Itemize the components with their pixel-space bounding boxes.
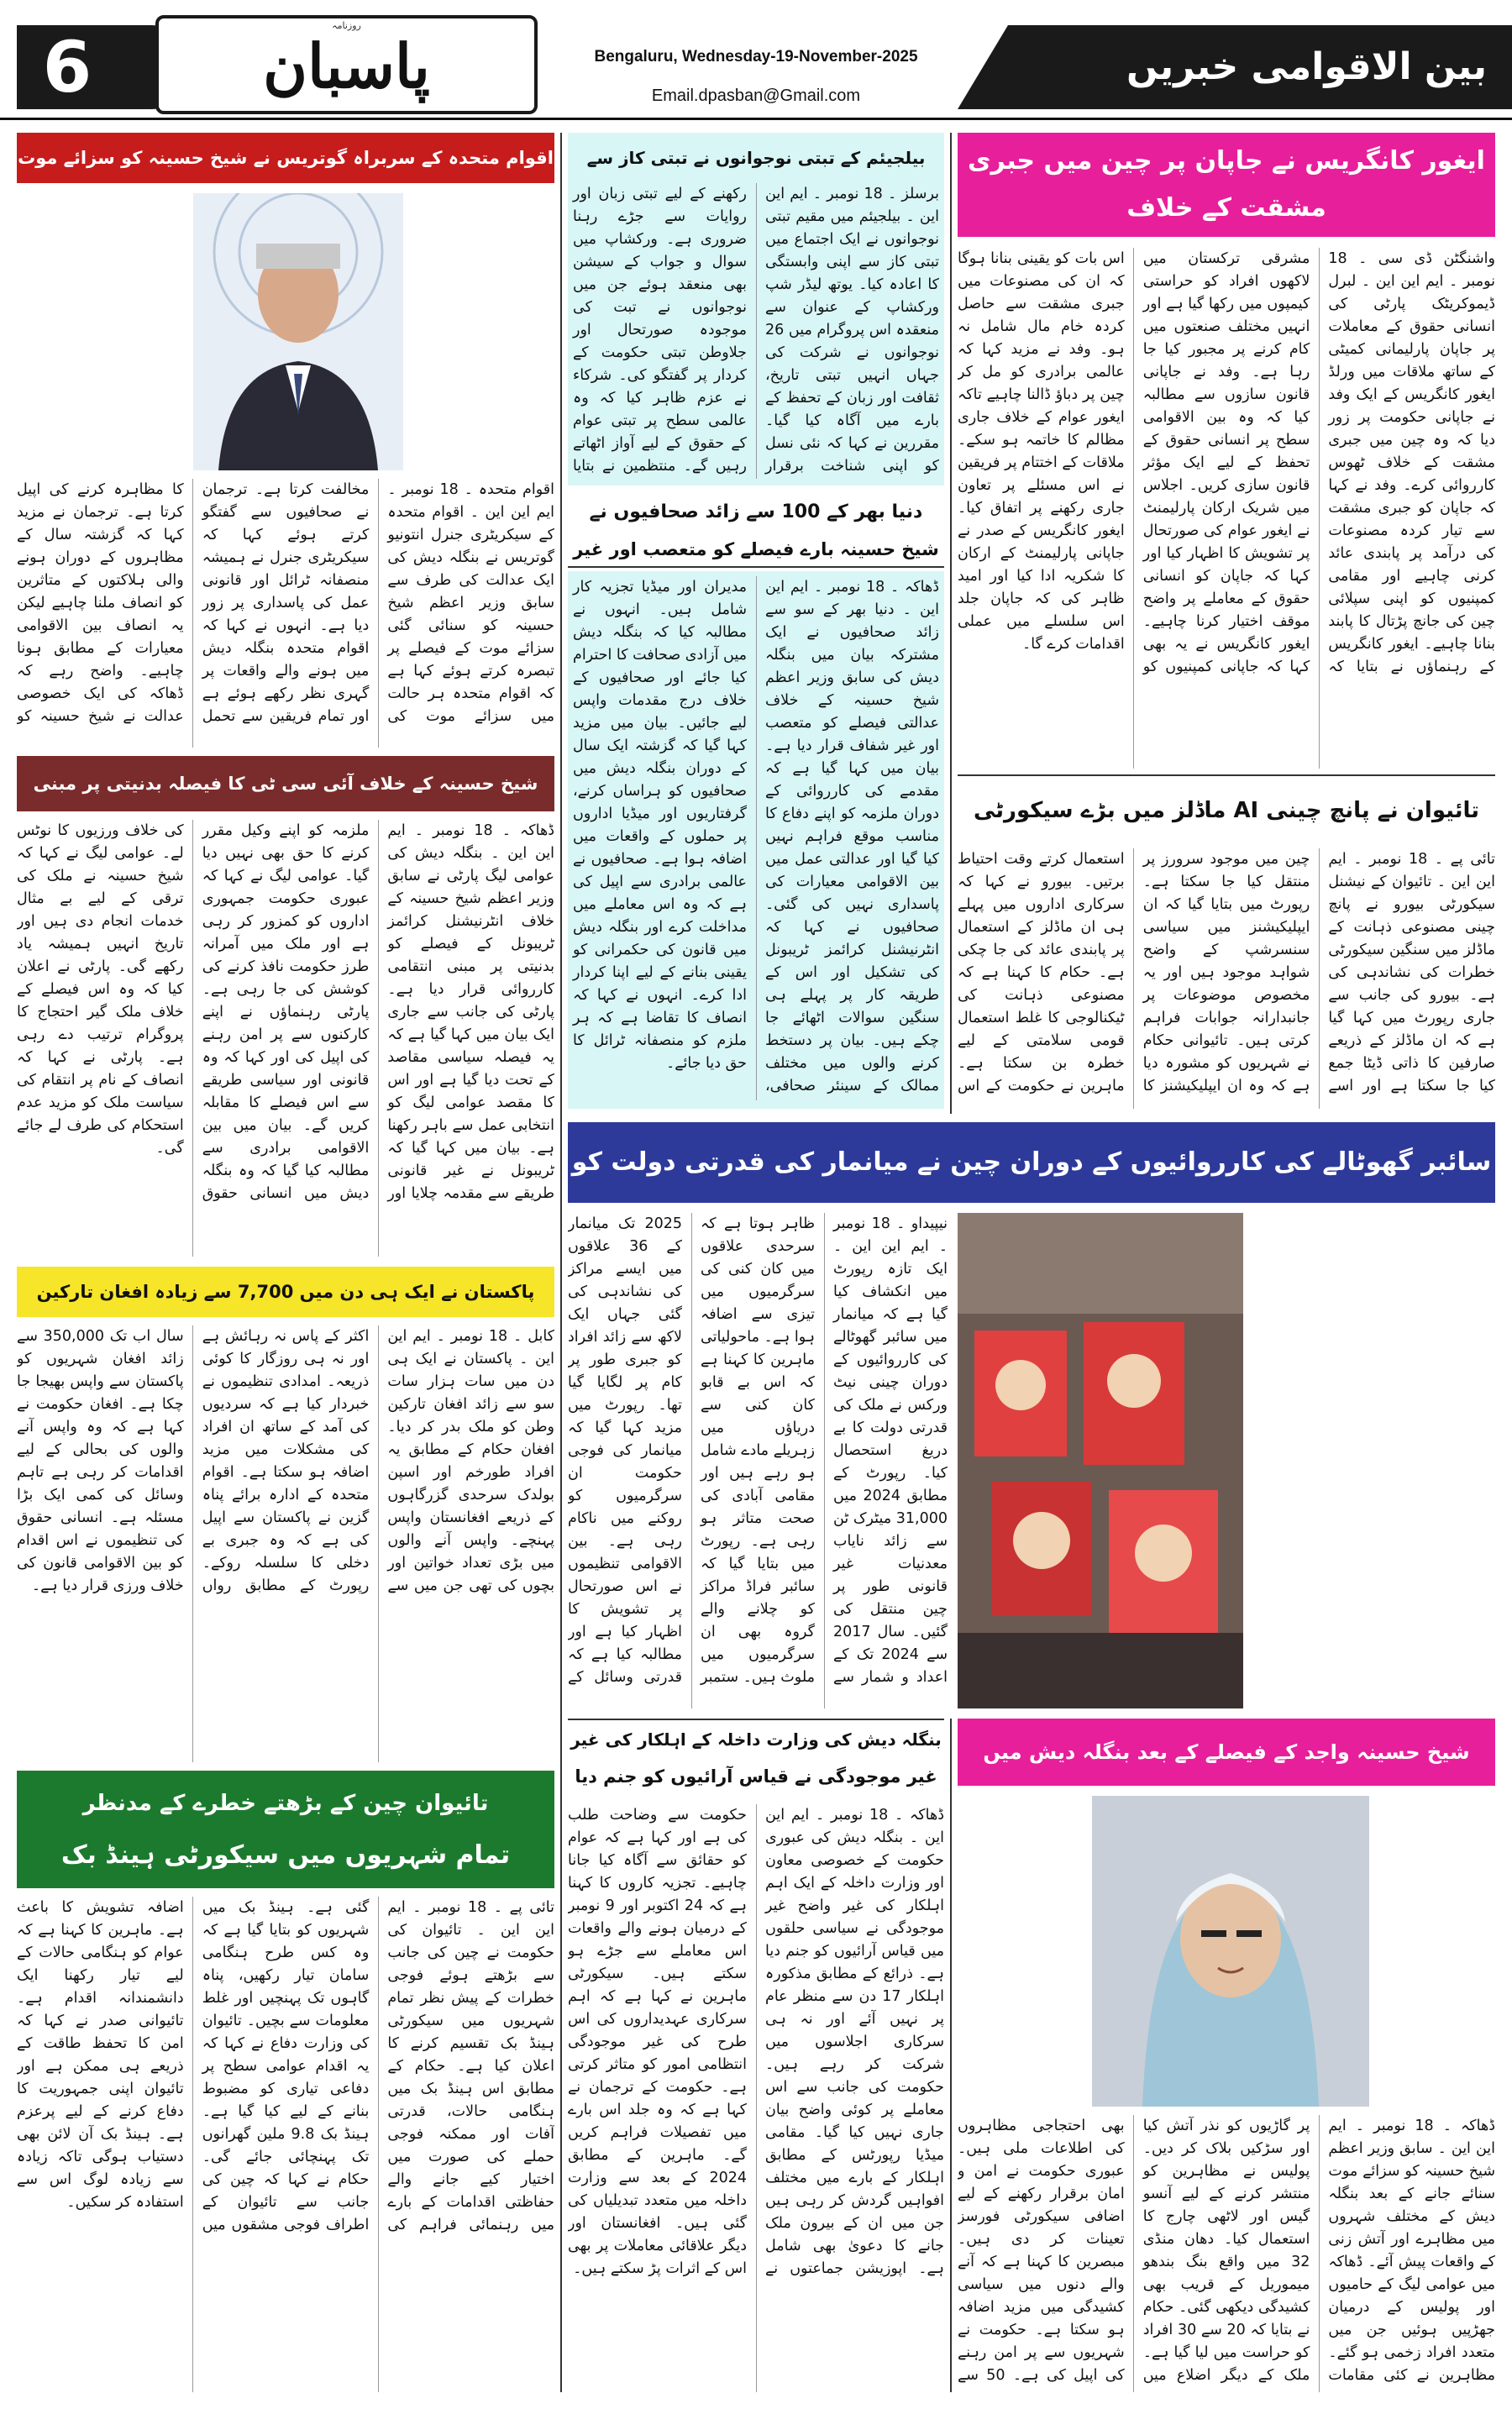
afghans-body: کابل ۔ 18 نومبر ۔ ایم این این ۔ پاکستان نے ایک ہی دن میں سات ہزار سات سو سے زائد افغان تارکین وطن کو ملک بدر کر دیا۔ افغان حکام کے مطابق یہ افراد طورخم اور اسپن بولدک سرحدی گزرگاہوں کے ذریعے افغانستان واپس پہنچے۔ واپس آنے والوں میں بڑی تعداد خواتین اور بچوں کی تھی جن میں سے اکثر کے پاس نہ رہائش ہے اور نہ ہی روزگار کا کوئی ذریعہ۔ امدادی تنظیموں نے خبردار کیا ہے کہ سردیوں کی آمد کے ساتھ ان افراد کی مشکلات میں مزید اضافہ ہو سکتا ہے۔ اقوام متحدہ کے ادارہ برائے پناہ گزین نے پاکستان سے اپیل کی ہے کہ وہ جبری بے دخلی کا سلسلہ روکے۔ رپورٹ کے مطابق رواں سال اب تک 350,000 سے زائد افغان شہریوں کو پاکستان سے واپس بھیجا جا چکا ہے۔ افغان حکومت نے کہا ہے کہ وہ واپس آنے والوں کی بحالی کے لیے اقدامات کر رہی ہے تاہم وسائل کی کمی ایک بڑا مسئلہ ہے۔ انسانی حقوق کی تنظیموں نے اس اقدام کو بین الاقوامی قانون کی خلاف ورزی قرار دیا ہے۔	[17, 1328, 554, 1594]
myanmar-headline: سائبر گھوٹالے کی کارروائیوں کے دوران چین نے میانمار کی قدرتی دولت کو	[568, 1122, 1495, 1203]
myanmar-body-right	[1253, 1213, 1495, 1708]
home-headline-line2: غیر موجودگی نے قیاس آرائیوں کو جنم دیا	[575, 1766, 937, 1787]
uighur-body: واشنگٹن ڈی سی ۔ 18 نومبر ۔ ایم این این ۔ لبرل ڈیموکریٹک پارٹی کی انسانی حقوق کے معاملات پر جاپان پارلیمانی کمیٹی کے ساتھ ملاقات میں ورلڈ ایغور کانگریس کے ایک وفد نے جاپانی حکومت پر زور دیا کہ وہ چین میں جبری مشقت کے خلاف ٹھوس کارروائی کرے۔ وفد نے کہا کہ جاپان کو جبری مشقت سے تیار کردہ مصنوعات کی درآمد پر پابندی عائد کرنی چاہیے اور مقامی کمپنیوں کو اپنی سپلائی چین کی جانچ پڑتال کا پابند بنانا چاہیے۔ ایغور کانگریس کے رہنماؤں نے بتایا کہ مشرقی ترکستان میں لاکھوں افراد کو حراستی کیمپوں میں رکھا گیا ہے اور انہیں مختلف صنعتوں میں کام کرنے پر مجبور کیا جا رہا ہے۔ وفد نے جاپانی قانون سازوں سے مطالبہ کیا کہ وہ بین الاقوامی سطح پر انسانی حقوق کے تحفظ کے لیے ایک مؤثر قانون سازی کریں۔ اجلاس میں شریک ارکان پارلیمنٹ نے ایغور عوام کی صورتحال پر تشویش کا اظہار کیا اور کہا کہ جاپان کو انسانی حقوق کے معاملے پر واضح موقف اختیار کرنا چاہیے۔ ایغور کانگریس نے یہ بھی کہا کہ جاپانی کمپنیوں کو اس بات کو یقینی بنانا ہوگا کہ ان کی مصنوعات میں جبری مشقت سے حاصل کردہ خام مال شامل نہ ہو۔ وفد نے مزید کہا کہ عالمی برادری کو مل کر چین پر دباؤ ڈالنا چاہیے تاکہ ایغور عوام کے خلاف جاری مظالم کا خاتمہ ہو سکے۔ ملاقات کے اختتام پر فریقین نے اس مسئلے پر تعاون جاری رکھنے پر اتفاق کیا۔ ایغور کانگریس کے صدر نے جاپانی پارلیمنٹ کے ارکان کا شکریہ ادا کیا اور امید ظاہر کی کہ جاپان جلد اس سلسلے میں عملی اقدامات کرے گا۔	[958, 250, 1495, 675]
masthead	[0, 0, 1512, 126]
journalists-headline-line1: دنیا بھر کے 100 سے زائد صحافیوں نے	[589, 501, 923, 522]
awami-headline: شیخ حسینہ کے خلاف آئی سی ٹی کا فیصلہ بدنیتی پر مبنی	[17, 756, 554, 811]
hasina-photo-graphic	[1092, 1796, 1369, 2107]
afghans-headline: پاکستان نے ایک ہی دن میں 7,700 سے زیادہ افغان تارکین	[17, 1267, 554, 1317]
column-divider	[950, 133, 952, 1114]
column-divider	[950, 1719, 952, 2392]
email-line: Email.dpasban@Gmail.com	[651, 87, 861, 105]
taiwan-handbook-line1: تائیوان چین کے بڑھتے خطرے کے مدنظر	[82, 1791, 489, 1816]
dateline: Bengaluru, Wednesday-19-November-2025	[594, 48, 918, 66]
hasina-protest-headline: شیخ حسینہ واجد کے فیصلے کے بعد بنگلہ دیش میں	[958, 1719, 1495, 1786]
journalists-body: ڈھاکہ ۔ 18 نومبر ۔ ایم این این ۔ دنیا بھر کے سو سے زائد صحافیوں نے ایک مشترکہ بیان میں بنگلہ دیش کی سابق وزیر اعظم شیخ حسینہ کے خلاف عدالتی فیصلے کو متعصب اور غیر شفاف قرار دیا ہے۔ بیان میں کہا گیا ہے کہ مقدمے کی کارروائی کے دوران ملزمہ کو اپنے دفاع کا مناسب موقع فراہم نہیں کیا گیا اور عدالتی عمل میں بین الاقوامی معیارات کی پاسداری نہیں کی گئی۔ صحافیوں نے کہا کہ انٹرنیشنل کرائمز ٹریبونل کی تشکیل اور اس کے طریقہ کار پر پہلے ہی سنگین سوالات اٹھائے جا چکے ہیں۔ بیان پر دستخط کرنے والوں میں مختلف ممالک کے سینئر صحافی، مدیران اور میڈیا تجزیہ کار شامل ہیں۔ انہوں نے مطالبہ کیا کہ بنگلہ دیش میں آزادی صحافت کا احترام کیا جائے اور صحافیوں کے خلاف درج مقدمات واپس لیے جائیں۔ بیان میں مزید کہا گیا کہ گزشتہ ایک سال کے دوران بنگلہ دیش میں صحافیوں کو ہراساں کرنے، گرفتاریوں اور میڈیا اداروں پر حملوں کے واقعات میں اضافہ ہوا ہے۔ صحافیوں نے عالمی برادری سے اپیل کی ہے کہ وہ اس معاملے میں مداخلت کرے اور بنگلہ دیش میں قانون کی حکمرانی کو یقینی بنانے کے لیے اپنا کردار ادا کرے۔ انہوں نے کہا کہ انصاف کا تقاضا ہے کہ ہر ملزم کو منصفانہ ٹرائل کا حق دیا جائے۔	[573, 579, 939, 1094]
taiwan-ai-headline: تائیوان نے پانچ چینی AI ماڈلز میں بڑے سیکورٹی	[958, 779, 1495, 842]
belgium-headline: بیلجیئم کے تبتی نوجوانوں نے تبتی کاز سے	[586, 148, 926, 168]
un-headline: اقوام متحدہ کے سربراہ گوتریس نے شیخ حسینہ کو سزائے موت	[17, 133, 554, 183]
journalists-box	[568, 571, 944, 1109]
divider-rule	[958, 774, 1495, 776]
belgium-body: برسلز ۔ 18 نومبر ۔ ایم این این ۔ بیلجیئم میں مقیم تبتی نوجوانوں نے ایک اجتماع میں تبتی کاز سے اپنی وابستگی کا اعادہ کیا۔ یوتھ لیڈر شپ ورکشاپ کے عنوان سے منعقدہ اس پروگرام میں 26 نوجوانوں نے شرکت کی جہاں انہیں تبتی تاریخ، ثقافت اور زبان کے تحفظ کے بارے میں آگاہ کیا گیا۔ مقررین نے کہا کہ نئی نسل کو اپنی شناخت برقرار رکھنے کے لیے تبتی زبان اور روایات سے جڑے رہنا ضروری ہے۔ ورکشاپ میں سوال و جواب کے سیشن بھی منعقد ہوئے جن میں نوجوانوں نے تبت کی موجودہ صورتحال اور جلاوطن تبتی حکومت کے کردار پر گفتگو کی۔ شرکاء نے عزم ظاہر کیا کہ وہ عالمی سطح پر تبتی عوام کے حقوق کے لیے آواز اٹھاتے رہیں گے۔ منتظمین نے بتایا	[573, 186, 939, 475]
belgium-box	[568, 133, 944, 485]
home-body: ڈھاکہ ۔ 18 نومبر ۔ ایم این این ۔ بنگلہ دیش کی عبوری حکومت کے خصوصی معاون اور وزارت داخلہ کے ایک اہم اہلکار کی غیر واضح غیر موجودگی نے سیاسی حلقوں میں قیاس آرائیوں کو جنم دیا ہے۔ ذرائع کے مطابق مذکورہ اہلکار 17 دن سے منظر عام پر نہیں آئے اور نہ ہی سرکاری اجلاسوں میں شرکت کر رہے ہیں۔ حکومت کی جانب سے اس معاملے پر کوئی واضح بیان جاری نہیں کیا گیا۔ مقامی میڈیا رپورٹس کے مطابق اہلکار کے بارے میں مختلف افواہیں گردش کر رہی ہیں جن میں ان کے بیرون ملک جانے کا دعویٰ بھی شامل ہے۔ اپوزیشن جماعتوں نے حکومت سے وضاحت طلب کی ہے اور کہا ہے کہ عوام کو حقائق سے آگاہ کیا جانا چاہیے۔ تجزیہ کاروں کا کہنا ہے کہ 24 اکتوبر اور 9 نومبر کے درمیان ہونے والے واقعات اس معاملے سے جڑے ہو سکتے ہیں۔ سیکورٹی ماہرین نے کہا ہے کہ اہم سرکاری عہدیداروں کی اس طرح کی غیر موجودگی انتظامی امور کو متاثر کرتی ہے۔ حکومت کے ترجمان نے کہا ہے کہ وہ جلد اس بارے میں تفصیلات فراہم کریں گے۔ ماہرین کے مطابق 2024 کے بعد سے وزارت داخلہ میں متعدد تبدیلیاں کی گئی ہیں۔ افغانستان اور دیگر علاقائی معاملات پر بھی اس کے اثرات پڑ سکتے ہیں۔	[568, 1807, 944, 2277]
guterres-photo-graphic	[193, 193, 403, 470]
taiwan-handbook-headline	[17, 1771, 554, 1888]
logo-tagline: روزنامہ	[332, 20, 361, 31]
uighur-headline-line1: ایغور کانگریس نے جاپان پر چین میں جبری مشقت کے خلاف	[968, 146, 1485, 223]
un-body: اقوام متحدہ ۔ 18 نومبر ۔ ایم این این ۔ اقوام متحدہ کے سیکریٹری جنرل انتونیو گوتریس نے بنگلہ دیش کی ایک عدالت کی طرف سے سابق وزیر اعظم شیخ حسینہ کو سنائی گئی سزائے موت کے فیصلے پر تبصرہ کرتے ہوئے کہا ہے کہ اقوام متحدہ ہر حالت میں سزائے موت کی مخالفت کرتا ہے۔ ترجمان نے صحافیوں سے گفتگو کرتے ہوئے کہا کہ سیکریٹری جنرل نے ہمیشہ منصفانہ ٹرائل اور قانونی عمل کی پاسداری پر زور دیا ہے۔ انہوں نے کہا کہ اقوام متحدہ بنگلہ دیش میں ہونے والے واقعات پر گہری نظر رکھے ہوئے ہے اور تمام فریقین سے تحمل کا مظاہرہ کرنے کی اپیل کرتا ہے۔ ترجمان نے مزید کہا کہ گزشتہ سال کے مظاہروں کے دوران ہونے والی ہلاکتوں کے متاثرین کو انصاف ملنا چاہیے لیکن یہ انصاف بین الاقوامی معیارات کے مطابق ہونا چاہیے۔ واضح رہے کہ ڈھاکہ کی ایک خصوصی عدالت نے شیخ حسینہ کو	[17, 481, 554, 725]
hasina-body: ڈھاکہ ۔ 18 نومبر ۔ ایم این این ۔ سابق وزیر اعظم شیخ حسینہ کو سزائے موت سنائے جانے کے بعد بنگلہ دیش کے مختلف شہروں میں مظاہرے اور آتش زنی کے واقعات پیش آئے۔ ڈھاکہ میں عوامی لیگ کے حامیوں اور پولیس کے درمیان جھڑپیں ہوئیں جن میں متعدد افراد زخمی ہو گئے۔ مظاہرین نے کئی مقامات پر گاڑیوں کو نذر آتش کیا اور سڑکیں بلاک کر دیں۔ پولیس نے مظاہرین کو منتشر کرنے کے لیے آنسو گیس اور لاٹھی چارج کا استعمال کیا۔ دھان منڈی 32 میں واقع بنگ بندھو میموریل کے قریب بھی کشیدگی دیکھی گئی۔ حکام نے بتایا کہ 20 سے 30 افراد کو حراست میں لیا گیا ہے۔ ملک کے دیگر اضلاع میں بھی احتجاجی مظاہروں کی اطلاعات ملی ہیں۔ عبوری حکومت نے امن و امان برقرار رکھنے کے لیے اضافی سیکورٹی فورسز تعینات کر دی ہیں۔ مبصرین کا کہنا ہے کہ آنے والے دنوں میں سیاسی کشیدگی میں مزید اضافہ ہو سکتا ہے۔ حکومت نے شہریوں سے پر امن رہنے کی اپیل کی ہے۔ 50 سے	[958, 2118, 1495, 2384]
page-number: 6	[42, 26, 92, 108]
myanmar-body: نیپیداو ۔ 18 نومبر ۔ ایم این این ۔ ایک تازہ رپورٹ میں انکشاف کیا گیا ہے کہ میانمار میں سائبر گھوٹالے کی کارروائیوں کے دوران چینی نیٹ ورکس نے ملک کی قدرتی دولت کا بے دریغ استحصال کیا۔ رپورٹ کے مطابق 2024 میں 31,000 میٹرک ٹن سے زائد نایاب معدنیات غیر قانونی طور پر چین منتقل کی گئیں۔ سال 2017 سے 2024 تک کے اعداد و شمار سے ظاہر ہوتا ہے کہ سرحدی علاقوں میں کان کنی کی سرگرمیوں میں تیزی سے اضافہ ہوا ہے۔ ماحولیاتی ماہرین کا کہنا ہے کہ اس بے قابو کان کنی سے دریاؤں میں زہریلے مادے شامل ہو رہے ہیں اور مقامی آبادی کی صحت متاثر ہو رہی ہے۔ رپورٹ میں بتایا گیا کہ سائبر فراڈ مراکز کو چلانے والے گروہ بھی ان سرگرمیوں میں ملوث ہیں۔ ستمبر 2025 تک میانمار کے 36 علاقوں میں ایسے مراکز کی نشاندہی کی گئی جہاں ایک لاکھ سے زائد افراد کو جبری طور پر کام پر لگایا گیا تھا۔ رپورٹ میں مزید کہا گیا کہ میانمار کی فوجی حکومت ان سرگرمیوں کو روکنے میں ناکام رہی ہے۔ بین الاقوامی تنظیموں نے اس صورتحال پر تشویش کا اظہار کیا ہے اور مطالبہ کیا ہے کہ قدرتی وسائل کے	[568, 1215, 948, 1686]
myanmar-protest-photo	[958, 1213, 1243, 1708]
hasina-body-right	[1379, 1796, 1495, 2107]
logo-text: پاسبان	[263, 30, 430, 102]
newspaper-logo	[155, 15, 538, 114]
awami-body: ڈھاکہ ۔ 18 نومبر ۔ ایم این این ۔ بنگلہ دیش کی عوامی لیگ پارٹی نے سابق وزیر اعظم شیخ حسینہ کے خلاف انٹرنیشنل کرائمز ٹریبونل کے فیصلے کو بدنیتی پر مبنی انتقامی کارروائی قرار دیا ہے۔ پارٹی کی جانب سے جاری ایک بیان میں کہا گیا ہے کہ یہ فیصلہ سیاسی مقاصد کے تحت دیا گیا ہے اور اس کا مقصد عوامی لیگ کو انتخابی عمل سے باہر رکھنا ہے۔ بیان میں کہا گیا کہ ٹریبونل نے غیر قانونی طریقے سے مقدمہ چلایا اور ملزمہ کو اپنے وکیل مقرر کرنے کا حق بھی نہیں دیا گیا۔ عوامی لیگ نے کہا کہ عبوری حکومت جمہوری اداروں کو کمزور کر رہی ہے اور ملک میں آمرانہ طرز حکومت نافذ کرنے کی کوشش کی جا رہی ہے۔ پارٹی رہنماؤں نے اپنے کارکنوں سے پر امن رہنے کی اپیل کی اور کہا کہ وہ قانونی اور سیاسی طریقے سے اس فیصلے کا مقابلہ کریں گے۔ بیان میں بین الاقوامی برادری سے مطالبہ کیا گیا کہ وہ بنگلہ دیش میں انسانی حقوق کی خلاف ورزیوں کا نوٹس لے۔ عوامی لیگ نے کہا کہ شیخ حسینہ نے ملک کی ترقی کے لیے بے مثال خدمات انجام دی ہیں اور تاریخ انہیں ہمیشہ یاد رکھے گی۔ پارٹی نے اعلان کیا کہ وہ اس فیصلے کے خلاف ملک گیر احتجاج کا پروگرام ترتیب دے رہی ہے۔ پارٹی نے کہا کہ انصاف کے نام پر انتقام کی سیاست ملک کو مزید عدم استحکام کی طرف لے جائے گی۔	[17, 822, 554, 1202]
column-divider	[560, 133, 562, 2392]
journalists-headline-line2: شیخ حسینہ بارے فیصلے کو متعصب اور غیر	[568, 531, 944, 568]
section-title: بین الاقوامی خبریں	[1126, 45, 1487, 88]
myanmar-photo-graphic	[958, 1213, 1243, 1708]
uighur-headline	[958, 133, 1495, 237]
taiwan-handbook-line2: تمام شہریوں میں سیکورٹی ہینڈ بک	[60, 1840, 511, 1870]
masthead-rule	[0, 118, 1512, 120]
uighur-headline-line2	[958, 232, 1495, 237]
taiwan-handbook-body: تائی پے ۔ 18 نومبر ۔ ایم این این ۔ تائیوان کی حکومت نے چین کی جانب سے بڑھتے ہوئے فوجی خطرات کے پیش نظر تمام شہریوں میں سیکورٹی ہینڈ بک تقسیم کرنے کا اعلان کیا ہے۔ حکام کے مطابق اس ہینڈ بک میں ہنگامی حالات، قدرتی آفات اور ممکنہ فوجی حملے کی صورت میں اختیار کیے جانے والے حفاظتی اقدامات کے بارے میں رہنمائی فراہم کی گئی ہے۔ ہینڈ بک میں شہریوں کو بتایا گیا ہے کہ وہ کس طرح ہنگامی سامان تیار رکھیں، پناہ گاہوں تک پہنچیں اور غلط معلومات سے بچیں۔ تائیوان کی وزارت دفاع نے کہا کہ یہ اقدام عوامی سطح پر دفاعی تیاری کو مضبوط بنانے کے لیے کیا گیا ہے۔ ہینڈ بک 9.8 ملین گھرانوں تک پہنچائی جائے گی۔ حکام نے کہا کہ چین کی جانب سے تائیوان کے اطراف فوجی مشقوں میں اضافہ تشویش کا باعث ہے۔ ماہرین کا کہنا ہے کہ عوام کو ہنگامی حالات کے لیے تیار رکھنا ایک دانشمندانہ اقدام ہے۔ تائیوانی صدر نے کہا کہ امن کا تحفظ طاقت کے ذریعے ہی ممکن ہے اور تائیوان اپنی جمہوریت کا دفاع کرنے کے لیے پرعزم ہے۔ ہینڈ بک آن لائن بھی دستیاب ہوگی تاکہ زیادہ سے زیادہ لوگ اس سے استفادہ کر سکیں۔	[17, 1899, 554, 2233]
taiwan-ai-body: تائی پے ۔ 18 نومبر ۔ ایم این این ۔ تائیوان کے نیشنل سیکورٹی بیورو نے پانچ چینی مصنوعی ذہانت کے ماڈلز میں سنگین سیکورٹی خطرات کی نشاندہی کی ہے۔ بیورو کی جانب سے جاری رپورٹ میں کہا گیا ہے کہ ان ماڈلز کے ذریعے صارفین کا ذاتی ڈیٹا جمع کیا جا سکتا ہے اور اسے چین میں موجود سرورز پر منتقل کیا جا سکتا ہے۔ رپورٹ میں بتایا گیا کہ ان ایپلیکیشنز میں سیاسی سنسرشپ کے واضح شواہد موجود ہیں اور یہ مخصوص موضوعات پر جانبدارانہ جوابات فراہم کرتی ہیں۔ تائیوانی حکام نے شہریوں کو مشورہ دیا ہے کہ وہ ان ایپلیکیشنز کا استعمال کرتے وقت احتیاط برتیں۔ بیورو نے کہا کہ سرکاری اداروں میں پہلے ہی ان ماڈلز کے استعمال پر پابندی عائد کی جا چکی ہے۔ حکام کا کہنا ہے کہ مصنوعی ذہانت کی ٹیکنالوجی کا غلط استعمال قومی سلامتی کے لیے خطرہ بن سکتا ہے۔ ماہرین نے حکومت کے اس	[958, 851, 1495, 1094]
hasina-photo	[1092, 1796, 1369, 2107]
home-headline-line1: بنگلہ دیش کی وزارت داخلہ کے اہلکار کی غیر	[568, 1719, 944, 1757]
guterres-photo	[193, 193, 403, 470]
